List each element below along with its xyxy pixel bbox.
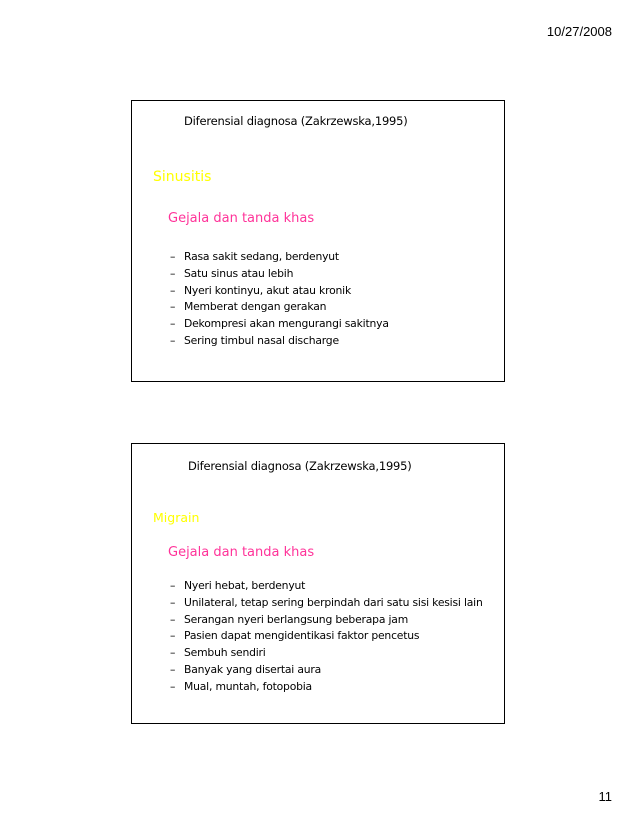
list-item [170, 333, 389, 350]
list-item-text: Nyeri kontinyu, akut atau kronik [184, 283, 352, 297]
slide-sinusitis [131, 100, 505, 382]
bullet-dash: – [170, 300, 176, 314]
list-item [170, 578, 483, 595]
slide-migrain [131, 443, 505, 724]
slide-title: Diferensial diagnosa (Zakrzewska,1995) [184, 114, 408, 128]
list-item [170, 645, 483, 662]
list-item-text: Banyak yang disertai aura [184, 662, 322, 676]
list-item-text: Nyeri hebat, berdenyut [184, 579, 306, 592]
bullet-dash: – [170, 283, 176, 297]
list-item [170, 612, 483, 629]
page-number: 11 [598, 789, 612, 804]
list-item-text: Mual, muntah, fotopobia [184, 679, 312, 693]
bullet-dash: – [170, 662, 176, 676]
bullet-dash: – [170, 646, 176, 660]
bullet-dash: – [170, 595, 176, 609]
bullet-dash: – [170, 333, 176, 347]
list-item-text: Pasien dapat mengidentikasi faktor pencetus [184, 629, 420, 643]
bullet-dash: – [170, 612, 176, 626]
list-item-text: Sering timbul nasal discharge [184, 333, 339, 347]
slide-heading: Sinusitis [153, 169, 212, 185]
list-item [170, 249, 389, 266]
list-item [170, 299, 389, 316]
bullet-dash: – [170, 317, 176, 331]
list-item [170, 679, 483, 696]
list-item-text: Serangan nyeri berlangsung beberapa jam [184, 612, 409, 626]
slide-heading: Migrain [153, 510, 200, 525]
bullet-dash: – [170, 579, 176, 592]
bullet-dash: – [170, 679, 176, 693]
page-date: 10/27/2008 [546, 24, 612, 39]
bullet-list [170, 578, 483, 696]
bullet-list [170, 249, 389, 350]
list-item [170, 662, 483, 679]
list-item-text: Unilateral, tetap sering berpindah dari satu sisi kesisi lain [184, 595, 483, 609]
bullet-dash: – [170, 266, 176, 280]
list-item [170, 283, 389, 300]
list-item-text: Dekompresi akan mengurangi sakitnya [184, 317, 389, 331]
bullet-dash: – [170, 629, 176, 643]
list-item [170, 266, 389, 283]
list-item [170, 595, 483, 612]
list-item [170, 316, 389, 333]
slide-title: Diferensial diagnosa (Zakrzewska,1995) [188, 459, 412, 473]
list-item-text: Sembuh sendiri [184, 646, 266, 660]
list-item-text: Rasa sakit sedang, berdenyut [184, 250, 339, 263]
slide-subheading: Gejala dan tanda khas [168, 545, 315, 560]
slide-subheading: Gejala dan tanda khas [168, 211, 315, 226]
list-item-text: Memberat dengan gerakan [184, 300, 327, 314]
list-item-text: Satu sinus atau lebih [184, 266, 294, 280]
bullet-dash: – [170, 250, 176, 263]
list-item [170, 628, 483, 645]
